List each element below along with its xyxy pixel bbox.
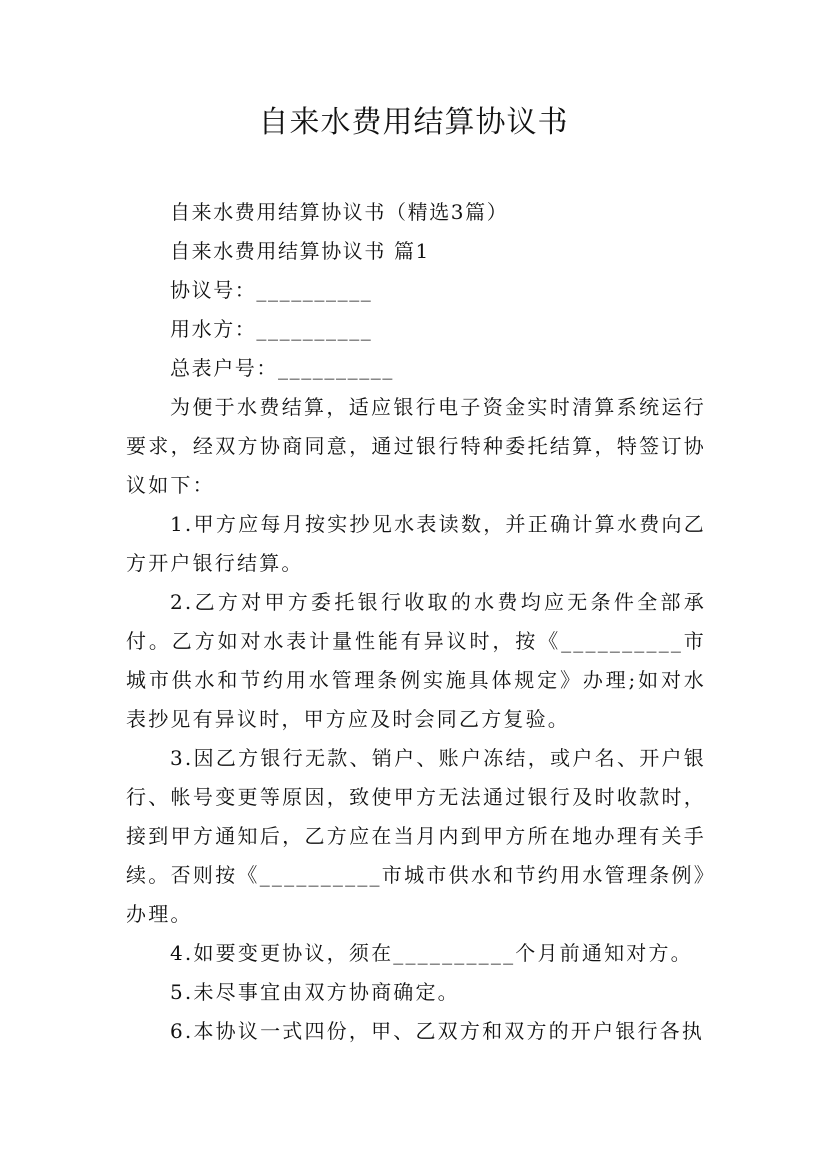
clause-3: 3.因乙方银行无款、销户、账户冻结，或户名、开户银行、帐号变更等原因，致使甲方无法通过银行及时收款时，接到甲方通知后，乙方应在当月内到甲方所在地办理有关手续。否则按《__________市城市供水和节约用水管理条例》办理。 xyxy=(126,746,706,926)
document-subtitle: 自来水费用结算协议书（精选3篇） xyxy=(170,200,509,224)
intro-paragraph: 为便于水费结算，适应银行电子资金实时清算系统运行要求，经双方协商同意，通过银行特种委托结算，特签订协议如下： xyxy=(126,395,706,497)
agreement-number-field: 协议号：__________ xyxy=(170,278,373,302)
clause-5: 5.未尽事宜由双方协商确定。 xyxy=(170,980,460,1004)
meter-account-number-field: 总表户号：__________ xyxy=(170,356,394,380)
document-title: 自来水费用结算协议书 xyxy=(258,105,569,140)
water-user-field: 用水方：__________ xyxy=(170,317,373,341)
clause-1: 1.甲方应每月按实抄见水表读数，并正确计算水费向乙方开户银行结算。 xyxy=(126,512,706,575)
clause-6: 6.本协议一式四份，甲、乙双方和双方的开户银行各执 xyxy=(170,1019,705,1043)
clause-4: 4.如要变更协议，须在__________个月前通知对方。 xyxy=(170,941,693,965)
clause-2: 2.乙方对甲方委托银行收取的水费均应无条件全部承付。乙方如对水表计量性能有异议时，按《__________市城市供水和节约用水管理条例实施具体规定》办理;如对水表抄见有异议时，甲方应及时会同乙方复验。 xyxy=(126,590,706,731)
section-heading: 自来水费用结算协议书 篇1 xyxy=(170,239,430,263)
document-body xyxy=(126,193,706,1051)
